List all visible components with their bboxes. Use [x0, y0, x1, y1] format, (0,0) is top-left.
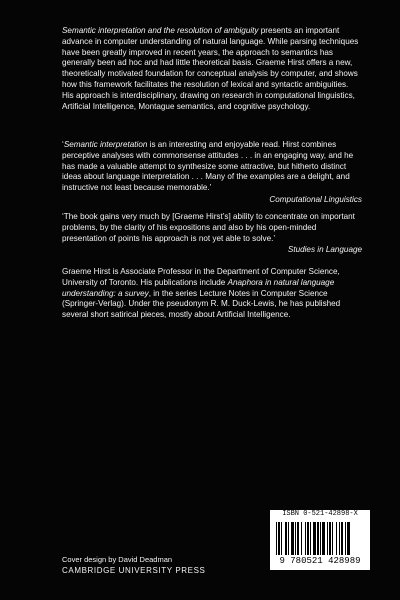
bio-publication-title: Anaphora in natural language understanding: a survey: [62, 277, 335, 298]
author-bio: [62, 267, 362, 321]
barcode-bar: [317, 522, 319, 555]
barcode-bar: [341, 522, 343, 555]
isbn-label: ISBN 0-521-42898-X: [282, 510, 358, 518]
barcode-bar: [305, 522, 306, 555]
quote-source: Computational Linguistics: [269, 194, 362, 204]
quote-text: ‘The book gains very much by [Graeme Hirst’s] ability to concentrate on important problems, by the clarity of his expositions and also by his open-minded presentation of points his approach is not yet able to solve.’: [62, 212, 355, 243]
review-quote: [62, 140, 362, 206]
barcode-bar: [278, 522, 280, 555]
barcode-bar: [336, 522, 337, 555]
cover-credit: Cover design by David Deadman: [62, 555, 173, 564]
barcode-bar: [285, 522, 287, 555]
bio-text-continued: , in the series Lecture Notes in Computer Science (Springer-Verlag). Under the pseudonym R. M. Duck-Lewis, he has published several short satirical pieces, mostly about Artificial Intelligence.: [62, 288, 341, 320]
barcode-bar: [288, 522, 289, 555]
barcode-bar: [297, 522, 299, 555]
barcode-bar: [320, 522, 321, 555]
publisher-name: CAMBRIDGE UNIVERSITY PRESS: [62, 566, 206, 575]
quote-source: Studies in Language: [287, 245, 362, 255]
bio-text: Graeme Hirst is Associate Professor in the Department of Computer Science, University of Toronto. His publications include: [62, 267, 340, 287]
barcode-bar: [295, 522, 296, 555]
ean-number: 9 780521 428989: [279, 556, 361, 566]
book-title: Semantic interpretation and the resolution of ambiguity: [62, 26, 259, 35]
barcode-bar: [281, 522, 282, 555]
barcode-bar: [310, 522, 311, 555]
review-quote: [62, 212, 362, 256]
barcode-bar: [301, 522, 302, 555]
barcode-bar: [339, 522, 340, 555]
description-text: presents an important advance in computer understanding of natural language. While parsing techniques have been greatly improved in recent years, the approach to semantics has generally been ad hoc and had little theoretical basis. Graeme Hirst offers a new, theoretically motivated foundation for conceptual analysis by computer, and shows how this framework facilitates the resolution of lexical and syntactic ambiguities. His approach is interdisciplinary, drawing on research in computational linguistics, Artificial Intelligence, Montague semantics, and cognitive psychology.: [62, 26, 359, 111]
quote-text: is an interesting and enjoyable read. Hirst combines perceptive analyses with commonsense attitudes . . . in an engaging way, and he has made a valuable attempt to synthesize some attractive, but hitherto distinct ideas about language interpretation . . . Many of the examples are a delight, and instructive not least because memorable.’: [62, 140, 354, 193]
barcode-bar: [345, 522, 346, 555]
barcode-bar: [347, 522, 350, 555]
barcode-bar: [307, 522, 309, 555]
quote-open-mark: ‘: [62, 140, 64, 149]
barcode-bar: [329, 522, 331, 555]
barcode-bar: [291, 522, 294, 555]
barcode-bar: [322, 522, 325, 555]
barcode-bar: [327, 522, 328, 555]
barcode-bar: [276, 522, 277, 555]
barcode-bar: [332, 522, 333, 555]
description-paragraph: [62, 26, 362, 112]
barcode-block: [270, 510, 370, 570]
barcode-bar: [313, 522, 316, 555]
barcode: [276, 522, 364, 555]
quote-book-title: Semantic interpretation: [63, 140, 148, 149]
